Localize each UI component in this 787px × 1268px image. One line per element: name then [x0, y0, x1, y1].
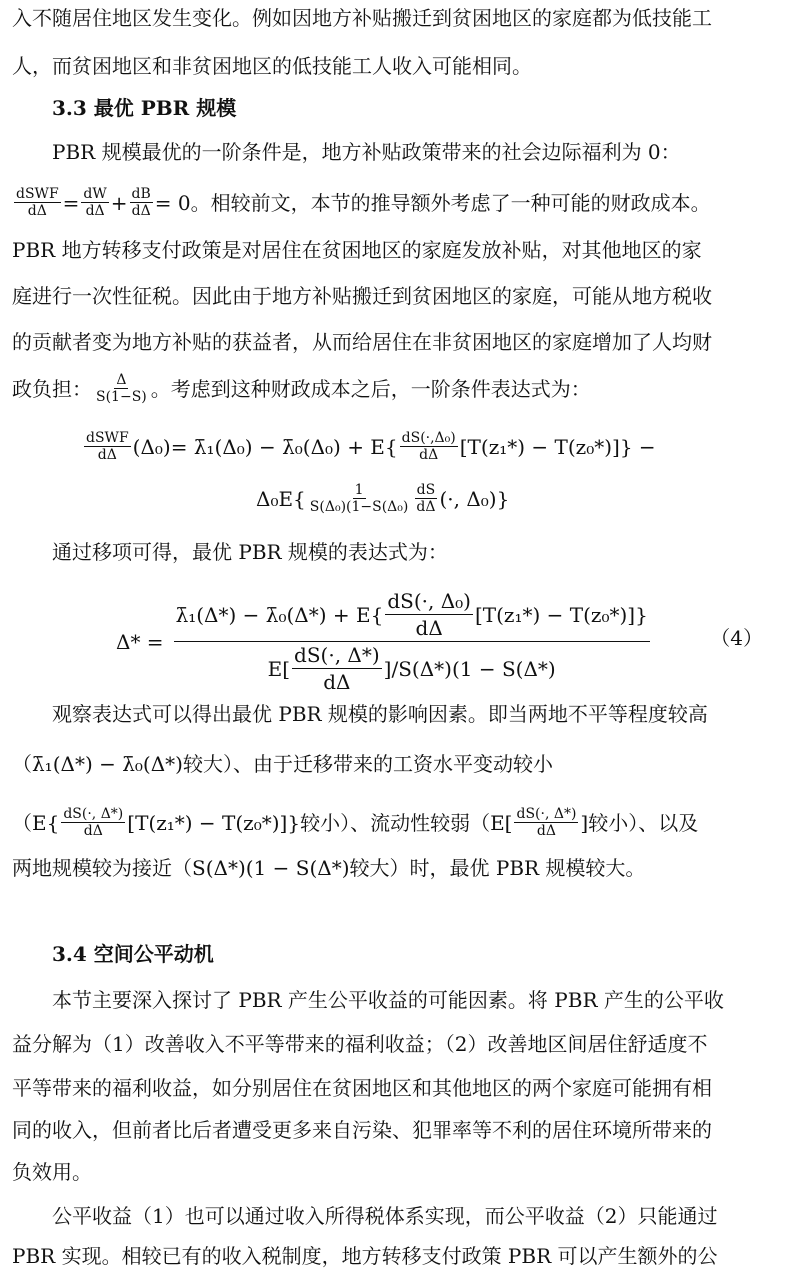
text-line: PBR 规模最优的一阶条件是，地方补贴政策带来的社会边际福利为 0：: [52, 140, 681, 164]
text-line: 政负担： $\frac{\Delta}{S(1-S)}$ 。考虑到这种财政成本之后，一阶条件表达式为：: [12, 372, 591, 405]
text-line: 益分解为（1）改善收入不平等带来的福利收益；（2）改善地区间居住舒适度不: [12, 1032, 708, 1056]
text-line: 本节主要深入探讨了 PBR 产生公平收益的可能因素。将 PBR 产生的公平收: [52, 988, 724, 1012]
fraction: $\frac{\text{dSWF}}{d\Delta}$: [16, 186, 59, 219]
fraction: $\frac{dB}{d\Delta}$: [131, 186, 151, 219]
text-line: 人，而贫困地区和非贫困地区的低技能工人收入可能相同。: [12, 54, 532, 78]
equation-4: Δ* = λ̄₁(Δ*) − λ̄₀(Δ*) + E{ $\frac{\text{dS(·, Δ₀)}}{d\Delta}$ [T(z₁*) − T(z₀*)]} E[ $\frac{dS(\cdot, \Delta*)}{d\Delta}$ ]/S(Δ*)(1 − S(Δ*): [116, 589, 648, 694]
section-heading-3-3: 3.3 最优 PBR 规模: [52, 96, 237, 120]
fraction: $\frac{dW}{d\Delta}$: [83, 186, 107, 219]
text-line: 同的收入，但前者比后者遭受更多来自污染、犯罪率等不利的居住环境所带来的: [12, 1118, 712, 1142]
text-line: 的贡献者变为地方补贴的获益者，从而给居住在非贫困地区的家庭增加了人均财: [12, 330, 712, 354]
text-line: （λ̄₁(Δ*) − λ̄₀(Δ*)较大）、由于迁移带来的工资水平变动较小: [12, 752, 553, 776]
text-line: 负效用。: [12, 1160, 92, 1184]
equation-number: （4）: [710, 626, 763, 650]
fraction: λ̄₁(Δ*) − λ̄₀(Δ*) + E{ $\frac{\text{dS(·, Δ₀)}}{d\Delta}$ [T(z₁*) − T(z₀*)]} E[ $\frac{dS(\cdot, \Delta*)}{d\Delta}$ ]/S(Δ*)(1 − S(Δ*): [175, 589, 648, 694]
equation-foc-line1: $\frac{\text{dSWF}}{d\Delta}$ (Δ₀)= λ̄₁(Δ₀) − λ̄₀(Δ₀) + E{ $\frac{\text{dS(·,Δ₀)}}{d\Delta}$ [T(z₁*) − T(z₀*)]} −: [86, 430, 656, 463]
fraction: $\frac{\Delta}{S(1-S)}$: [96, 372, 147, 405]
text-line: PBR 实现。相较已有的收入税制度，地方转移支付政策 PBR 可以产生额外的公: [12, 1244, 718, 1268]
text-line: PBR 地方转移支付政策是对居住在贫困地区的家庭发放补贴，对其他地区的家: [12, 238, 702, 262]
text-line: 平等带来的福利收益，如分别居住在贫困地区和其他地区的两个家庭可能拥有相: [12, 1076, 712, 1100]
text-line: 入不随居住地区发生变化。例如因地方补贴搬迁到贫困地区的家庭都为低技能工: [12, 6, 712, 30]
text-line: 公平收益（1）也可以通过收入所得税体系实现，而公平收益（2）只能通过: [52, 1204, 718, 1228]
equation-foc-line2: Δ₀E{ $\frac{1}{\text{S(Δ₀)(1−S(Δ₀)}}$ $\frac{dS}{d\Delta}$ (·, Δ₀)}: [256, 482, 510, 515]
section-heading-3-4: 3.4 空间公平动机: [52, 942, 214, 966]
text-line: 庭进行一次性征税。因此由于地方补贴搬迁到贫困地区的家庭，可能从地方税收: [12, 284, 712, 308]
equation-inline-foc: $\frac{\text{dSWF}}{d\Delta}$ = $\frac{dW}{d\Delta}$ + $\frac{dB}{d\Delta}$ = 0 。相较前文，本节的推导额外考虑了一种可能的财政成本。: [16, 186, 711, 219]
text-line: 通过移项可得，最优 PBR 规模的表达式为：: [52, 540, 448, 564]
text-line: 观察表达式可以得出最优 PBR 规模的影响因素。即当两地不平等程度较高: [52, 702, 708, 726]
text-line: （E{ $\frac{dS(\cdot, \Delta*)}{d\Delta}$ [T(z₁*) − T(z₀*)]}较小）、流动性较弱（E[ $\frac{dS(\cdot, \Delta*)}{d\Delta}$ ]较小）、以及: [12, 806, 699, 839]
text-line: 两地规模较为接近（S(Δ*)(1 − S(Δ*)较大）时，最优 PBR 规模较大。: [12, 856, 646, 880]
